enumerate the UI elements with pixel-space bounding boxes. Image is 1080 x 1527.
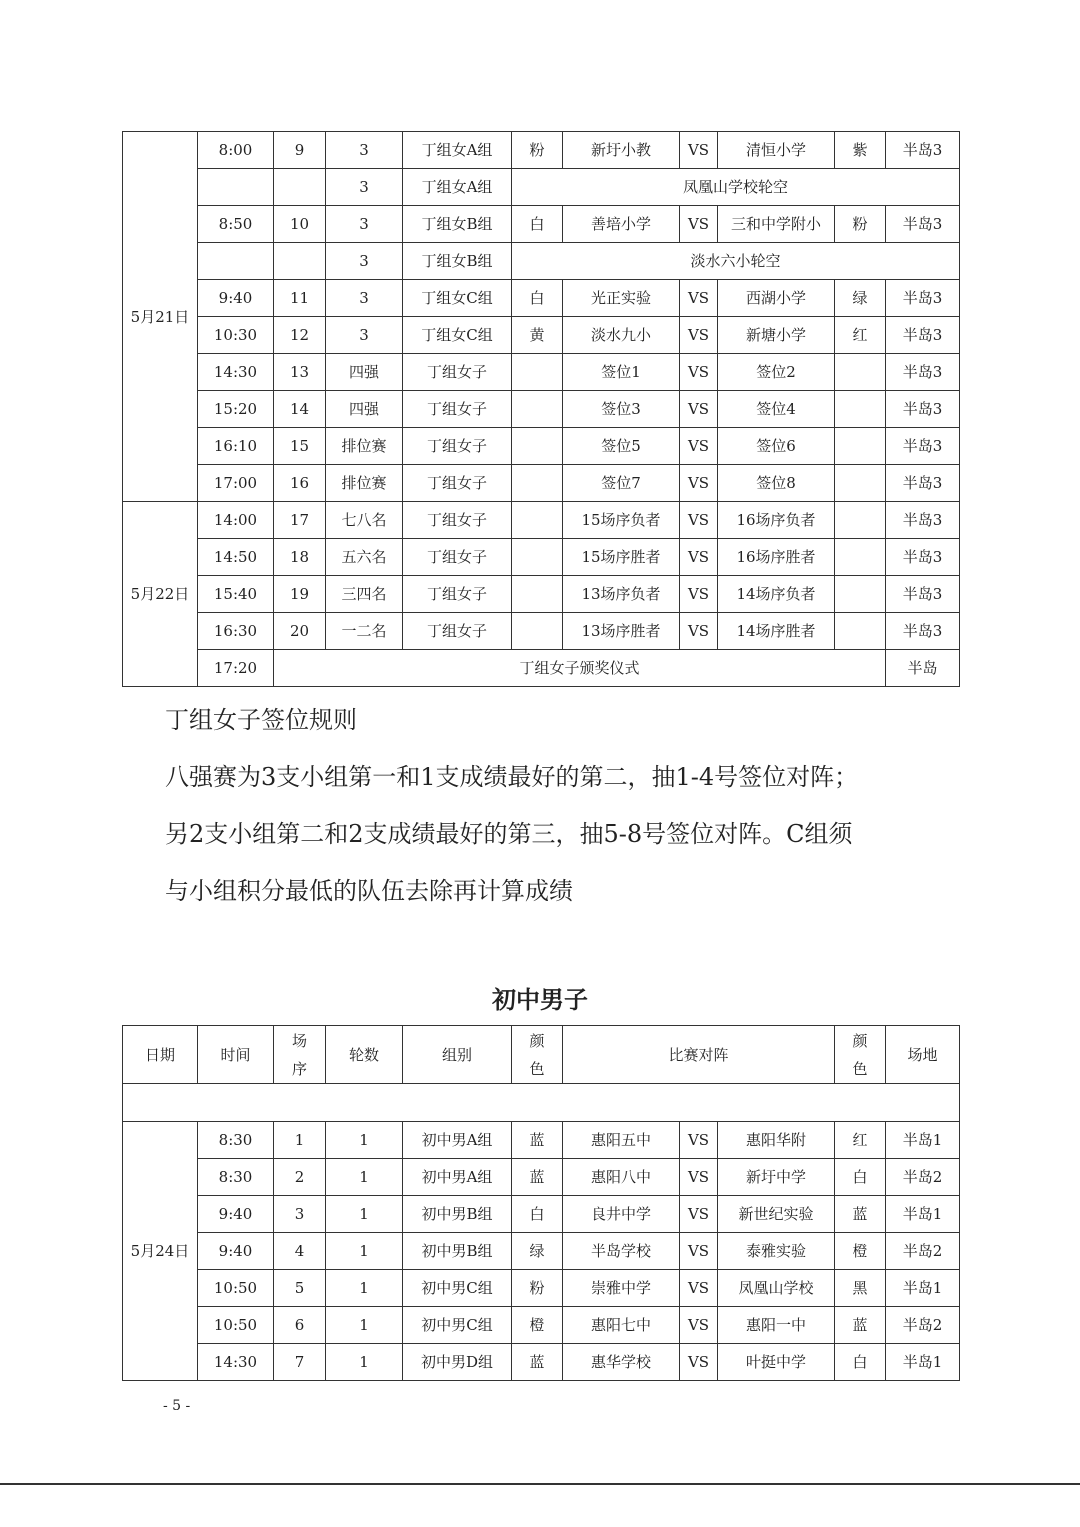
cell-color2 — [835, 465, 886, 502]
cell-team1: 善培小学 — [563, 206, 680, 243]
cell-time: 8:00 — [198, 132, 274, 169]
cell-group: 丁组女子 — [403, 465, 512, 502]
cell-color2 — [835, 539, 886, 576]
cell-venue: 半岛3 — [886, 391, 960, 428]
cell-round: 3 — [326, 132, 403, 169]
cell-vs: VS — [680, 317, 718, 354]
boys-schedule-table — [122, 1025, 960, 1381]
cell-group: 丁组女A组 — [403, 132, 512, 169]
cell-time: 16:10 — [198, 428, 274, 465]
cell-round: 排位赛 — [326, 465, 403, 502]
cell-vs: VS — [680, 1233, 718, 1270]
table-row — [123, 1270, 960, 1307]
cell-group: 初中男C组 — [403, 1270, 512, 1307]
cell-team2: 16场序胜者 — [718, 539, 835, 576]
rules-line-1: 八强赛为3支小组第一和1支成绩最好的第二，抽1-4号签位对阵； — [165, 763, 859, 791]
cell-venue: 半岛2 — [886, 1233, 960, 1270]
cell-time: 14:50 — [198, 539, 274, 576]
cell-seq: 14 — [274, 391, 326, 428]
cell-venue: 半岛3 — [886, 317, 960, 354]
cell-round: 1 — [326, 1196, 403, 1233]
cell-color1 — [512, 465, 563, 502]
date-cell: 5月21日 — [123, 132, 198, 502]
cell-color2: 绿 — [835, 280, 886, 317]
cell-color2: 蓝 — [835, 1307, 886, 1344]
cell-seq: 19 — [274, 576, 326, 613]
cell-color2: 黑 — [835, 1270, 886, 1307]
cell-seq: 18 — [274, 539, 326, 576]
cell-time: 15:20 — [198, 391, 274, 428]
table-row — [123, 1307, 960, 1344]
cell-vs: VS — [680, 1270, 718, 1307]
cell-round: 3 — [326, 169, 403, 206]
cell-vs: VS — [680, 465, 718, 502]
cell-time: 14:00 — [198, 502, 274, 539]
cell-vs: VS — [680, 539, 718, 576]
cell-seq: 10 — [274, 206, 326, 243]
table-row — [123, 132, 960, 169]
table-row — [123, 428, 960, 465]
cell-time: 15:40 — [198, 576, 274, 613]
cell-color2 — [835, 354, 886, 391]
header-venue: 场地 — [886, 1026, 960, 1084]
cell-color1 — [512, 613, 563, 650]
cell-venue: 半岛1 — [886, 1344, 960, 1381]
cell-round: 四强 — [326, 354, 403, 391]
cell-team1: 半岛学校 — [563, 1233, 680, 1270]
cell-color2: 紫 — [835, 132, 886, 169]
cell-group: 丁组女子 — [403, 613, 512, 650]
cell-venue: 半岛1 — [886, 1122, 960, 1159]
table-row — [123, 1159, 960, 1196]
cell-time — [198, 243, 274, 280]
blank-row — [123, 1084, 960, 1122]
cell-group: 初中男B组 — [403, 1196, 512, 1233]
draw-rules — [165, 692, 955, 920]
ceremony-time: 17:20 — [198, 650, 274, 687]
cell-color1: 白 — [512, 206, 563, 243]
cell-seq: 13 — [274, 354, 326, 391]
ceremony-row — [123, 650, 960, 687]
cell-seq: 1 — [274, 1122, 326, 1159]
cell-vs: VS — [680, 1344, 718, 1381]
bye-note: 凤凰山学校轮空 — [512, 169, 960, 206]
cell-color1: 蓝 — [512, 1159, 563, 1196]
cell-color2: 蓝 — [835, 1196, 886, 1233]
cell-color2: 白 — [835, 1344, 886, 1381]
girls-schedule-body — [123, 132, 960, 687]
cell-group: 丁组女子 — [403, 502, 512, 539]
cell-seq: 15 — [274, 428, 326, 465]
cell-time: 8:30 — [198, 1122, 274, 1159]
cell-time: 17:00 — [198, 465, 274, 502]
cell-venue: 半岛3 — [886, 465, 960, 502]
cell-team2: 新塘小学 — [718, 317, 835, 354]
cell-team2: 14场序负者 — [718, 576, 835, 613]
cell-venue: 半岛3 — [886, 576, 960, 613]
cell-color1: 绿 — [512, 1233, 563, 1270]
table-row — [123, 502, 960, 539]
cell-venue: 半岛3 — [886, 280, 960, 317]
cell-group: 初中男A组 — [403, 1159, 512, 1196]
cell-seq: 16 — [274, 465, 326, 502]
table-row — [123, 465, 960, 502]
cell-venue: 半岛3 — [886, 428, 960, 465]
cell-time: 10:50 — [198, 1270, 274, 1307]
cell-team1: 惠华学校 — [563, 1344, 680, 1381]
cell-color1 — [512, 428, 563, 465]
table-row — [123, 391, 960, 428]
cell-seq: 2 — [274, 1159, 326, 1196]
cell-seq: 3 — [274, 1196, 326, 1233]
cell-round: 四强 — [326, 391, 403, 428]
cell-venue: 半岛1 — [886, 1270, 960, 1307]
cell-team2: 惠阳华附 — [718, 1122, 835, 1159]
cell-time: 8:30 — [198, 1159, 274, 1196]
cell-round: 一二名 — [326, 613, 403, 650]
cell-venue: 半岛3 — [886, 132, 960, 169]
bye-note: 淡水六小轮空 — [512, 243, 960, 280]
cell-vs: VS — [680, 132, 718, 169]
table-row — [123, 354, 960, 391]
cell-team2: 14场序胜者 — [718, 613, 835, 650]
cell-vs: VS — [680, 1307, 718, 1344]
ceremony-text: 丁组女子颁奖仪式 — [274, 650, 886, 687]
cell-seq: 17 — [274, 502, 326, 539]
cell-venue: 半岛2 — [886, 1159, 960, 1196]
cell-color2 — [835, 428, 886, 465]
cell-team2: 清恒小学 — [718, 132, 835, 169]
cell-round: 1 — [326, 1122, 403, 1159]
cell-group: 丁组女子 — [403, 539, 512, 576]
cell-group: 初中男B组 — [403, 1233, 512, 1270]
cell-team2: 签位6 — [718, 428, 835, 465]
cell-time: 9:40 — [198, 1196, 274, 1233]
header-color-1: 颜色 — [512, 1026, 563, 1084]
cell-color1: 粉 — [512, 1270, 563, 1307]
cell-seq: 11 — [274, 280, 326, 317]
table-row — [123, 539, 960, 576]
cell-vs: VS — [680, 428, 718, 465]
header-match: 比赛对阵 — [563, 1026, 835, 1084]
cell-seq: 20 — [274, 613, 326, 650]
table-row — [123, 206, 960, 243]
cell-team1: 15场序胜者 — [563, 539, 680, 576]
cell-round: 1 — [326, 1270, 403, 1307]
cell-group: 丁组女子 — [403, 354, 512, 391]
cell-color2 — [835, 391, 886, 428]
table-row — [123, 1196, 960, 1233]
cell-color2: 粉 — [835, 206, 886, 243]
cell-color2: 红 — [835, 317, 886, 354]
cell-color2: 橙 — [835, 1233, 886, 1270]
cell-color1: 黄 — [512, 317, 563, 354]
cell-team1: 签位3 — [563, 391, 680, 428]
table-row — [123, 317, 960, 354]
cell-venue: 半岛2 — [886, 1307, 960, 1344]
cell-group: 初中男D组 — [403, 1344, 512, 1381]
date-cell: 5月22日 — [123, 502, 198, 687]
girls-schedule-table — [122, 131, 960, 687]
cell-seq: 4 — [274, 1233, 326, 1270]
cell-team2: 凤凰山学校 — [718, 1270, 835, 1307]
cell-team2: 签位8 — [718, 465, 835, 502]
header-color-2: 颜色 — [835, 1026, 886, 1084]
cell-round: 排位赛 — [326, 428, 403, 465]
table-row — [123, 576, 960, 613]
rules-line-2: 另2支小组第二和2支成绩最好的第三，抽5-8号签位对阵。C组须 — [165, 820, 853, 848]
cell-team2: 泰雅实验 — [718, 1233, 835, 1270]
cell-time: 14:30 — [198, 1344, 274, 1381]
cell-time: 9:40 — [198, 280, 274, 317]
cell-round: 1 — [326, 1159, 403, 1196]
cell-color2: 白 — [835, 1159, 886, 1196]
cell-color2 — [835, 613, 886, 650]
table-row — [123, 1122, 960, 1159]
cell-team2: 新世纪实验 — [718, 1196, 835, 1233]
cell-round: 3 — [326, 243, 403, 280]
cell-round: 3 — [326, 206, 403, 243]
cell-group: 丁组女C组 — [403, 317, 512, 354]
cell-color2 — [835, 576, 886, 613]
cell-time: 9:40 — [198, 1233, 274, 1270]
cell-team1: 签位7 — [563, 465, 680, 502]
cell-time — [198, 169, 274, 206]
cell-color1: 蓝 — [512, 1122, 563, 1159]
header-time: 时间 — [198, 1026, 274, 1084]
header-group: 组别 — [403, 1026, 512, 1084]
cell-round: 五六名 — [326, 539, 403, 576]
cell-team2: 三和中学附小 — [718, 206, 835, 243]
rules-title: 丁组女子签位规则 — [165, 706, 357, 734]
cell-round: 1 — [326, 1344, 403, 1381]
cell-group: 丁组女B组 — [403, 243, 512, 280]
cell-round: 3 — [326, 317, 403, 354]
cell-team2: 16场序负者 — [718, 502, 835, 539]
cell-team1: 13场序负者 — [563, 576, 680, 613]
footer-divider — [0, 1483, 1080, 1485]
cell-group: 丁组女A组 — [403, 169, 512, 206]
cell-group: 初中男C组 — [403, 1307, 512, 1344]
cell-venue: 半岛3 — [886, 613, 960, 650]
cell-venue: 半岛3 — [886, 206, 960, 243]
cell-color2 — [835, 502, 886, 539]
table-row — [123, 613, 960, 650]
cell-team1: 惠阳七中 — [563, 1307, 680, 1344]
cell-time: 16:30 — [198, 613, 274, 650]
cell-color1 — [512, 576, 563, 613]
cell-team2: 签位4 — [718, 391, 835, 428]
cell-time: 14:30 — [198, 354, 274, 391]
cell-color1 — [512, 391, 563, 428]
cell-vs: VS — [680, 576, 718, 613]
cell-seq: 12 — [274, 317, 326, 354]
header-date: 日期 — [123, 1026, 198, 1084]
table-row — [123, 1344, 960, 1381]
cell-vs: VS — [680, 280, 718, 317]
cell-team1: 13场序胜者 — [563, 613, 680, 650]
cell-round: 1 — [326, 1307, 403, 1344]
cell-team1: 新圩小教 — [563, 132, 680, 169]
cell-team1: 崇雅中学 — [563, 1270, 680, 1307]
cell-venue: 半岛3 — [886, 539, 960, 576]
cell-color1: 蓝 — [512, 1344, 563, 1381]
header-seq: 场序 — [274, 1026, 326, 1084]
cell-color1 — [512, 539, 563, 576]
cell-time: 8:50 — [198, 206, 274, 243]
cell-round: 1 — [326, 1233, 403, 1270]
table-row — [123, 243, 960, 280]
boys-schedule-body — [123, 1026, 960, 1381]
section-title: 初中男子 — [492, 985, 588, 1014]
cell-seq — [274, 243, 326, 280]
cell-round: 七八名 — [326, 502, 403, 539]
cell-venue: 半岛3 — [886, 354, 960, 391]
cell-team2: 西湖小学 — [718, 280, 835, 317]
header-row — [123, 1026, 960, 1084]
cell-vs: VS — [680, 1159, 718, 1196]
cell-color1: 白 — [512, 280, 563, 317]
cell-team2: 惠阳一中 — [718, 1307, 835, 1344]
cell-team1: 惠阳五中 — [563, 1122, 680, 1159]
cell-team1: 淡水九小 — [563, 317, 680, 354]
cell-team2: 签位2 — [718, 354, 835, 391]
cell-team1: 光正实验 — [563, 280, 680, 317]
cell-seq: 7 — [274, 1344, 326, 1381]
cell-venue: 半岛3 — [886, 502, 960, 539]
cell-group: 丁组女子 — [403, 391, 512, 428]
cell-vs: VS — [680, 354, 718, 391]
cell-time: 10:50 — [198, 1307, 274, 1344]
cell-time: 10:30 — [198, 317, 274, 354]
cell-team1: 良井中学 — [563, 1196, 680, 1233]
table-row — [123, 280, 960, 317]
page-number: - 5 - — [163, 1398, 191, 1414]
cell-team1: 签位5 — [563, 428, 680, 465]
cell-color1: 白 — [512, 1196, 563, 1233]
cell-venue: 半岛1 — [886, 1196, 960, 1233]
cell-group: 丁组女子 — [403, 428, 512, 465]
cell-color1 — [512, 502, 563, 539]
cell-group: 丁组女C组 — [403, 280, 512, 317]
cell-round: 3 — [326, 280, 403, 317]
cell-vs: VS — [680, 391, 718, 428]
cell-seq: 6 — [274, 1307, 326, 1344]
cell-group: 丁组女子 — [403, 576, 512, 613]
cell-team1: 签位1 — [563, 354, 680, 391]
header-round: 轮数 — [326, 1026, 403, 1084]
cell-seq — [274, 169, 326, 206]
cell-vs: VS — [680, 1196, 718, 1233]
cell-color1 — [512, 354, 563, 391]
cell-group: 初中男A组 — [403, 1122, 512, 1159]
table-row — [123, 169, 960, 206]
cell-team1: 惠阳八中 — [563, 1159, 680, 1196]
ceremony-venue: 半岛 — [886, 650, 960, 687]
table-row — [123, 1233, 960, 1270]
date-cell: 5月24日 — [123, 1122, 198, 1381]
cell-color1: 粉 — [512, 132, 563, 169]
cell-round: 三四名 — [326, 576, 403, 613]
cell-team2: 新圩中学 — [718, 1159, 835, 1196]
cell-vs: VS — [680, 206, 718, 243]
cell-color1: 橙 — [512, 1307, 563, 1344]
cell-team1: 15场序负者 — [563, 502, 680, 539]
cell-color2: 红 — [835, 1122, 886, 1159]
rules-line-3: 与小组积分最低的队伍去除再计算成绩 — [165, 877, 573, 905]
cell-vs: VS — [680, 502, 718, 539]
cell-seq: 5 — [274, 1270, 326, 1307]
cell-vs: VS — [680, 1122, 718, 1159]
cell-seq: 9 — [274, 132, 326, 169]
cell-team2: 叶挺中学 — [718, 1344, 835, 1381]
cell-group: 丁组女B组 — [403, 206, 512, 243]
blank-cell — [123, 1084, 960, 1122]
cell-vs: VS — [680, 613, 718, 650]
